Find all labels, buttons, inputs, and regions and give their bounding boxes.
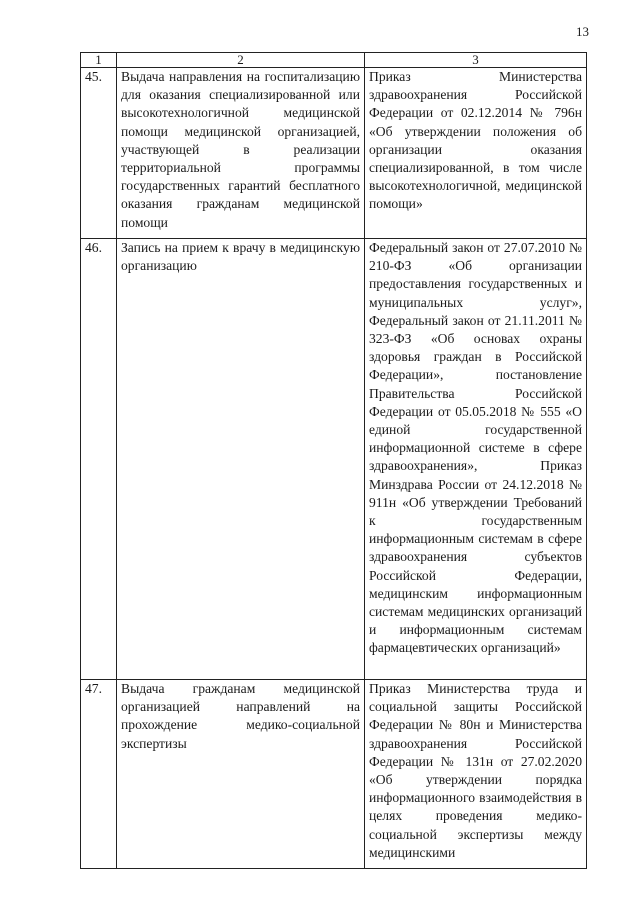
legal-basis: Приказ Министерства труда и социальной защиты Российской Федерации № 80н и Министерства здравоохранения Российской Федерации № 131н от 27.02.2020 «Об утверждении порядка информационного взаимодействия в целях проведения медико-социальной экспертизы между медицинскими [365,680,587,869]
row-number: 45. [81,68,117,239]
page-number: 13 [576,24,589,39]
row-number: 47. [81,680,117,869]
table-row [81,680,587,869]
service-name: Выдача направления на госпитализацию для оказания специализированной или высокотехнологичной медицинской помощи медицинской организацией, участвующей в реализации территориальной программы государственных гарантий бесплатного оказания гражданам медицинской помощи [117,68,365,239]
column-header-2: 2 [117,53,365,68]
table-row [81,239,587,680]
row-number: 46. [81,239,117,680]
table-row [81,68,587,239]
table-header-row [81,53,587,68]
service-name: Запись на прием к врачу в медицинскую организацию [117,239,365,680]
services-table [80,52,587,869]
service-name: Выдача гражданам медицинской организацией направлений на прохождение медико-социальной экспертизы [117,680,365,869]
legal-basis: Федеральный закон от 27.07.2010 № 210-ФЗ «Об организации предоставления государственных и муниципальных услуг», Федеральный закон от 21.11.2011 № 323-ФЗ «Об основах охраны здоровья граждан в Российской Федерации», постановление Правительства Российской Федерации от 05.05.2018 № 555 «О единой государственной информационной системе в сфере здравоохранения», Приказ Минздрава России от 24.12.2018 № 911н «Об утверждении Требований к государственным информационным системам в сфере здравоохранения субъектов Российской Федерации, медицинским информационным системам медицинских организаций и информационным системам фармацевтических организаций» [365,239,587,680]
column-header-1: 1 [81,53,117,68]
legal-basis: Приказ Министерства здравоохранения Российской Федерации от 02.12.2014 № 796н «Об утверждении положения об организации оказания специализированной, в том числе высокотехнологичной, медицинской помощи» [365,68,587,239]
column-header-3: 3 [365,53,587,68]
